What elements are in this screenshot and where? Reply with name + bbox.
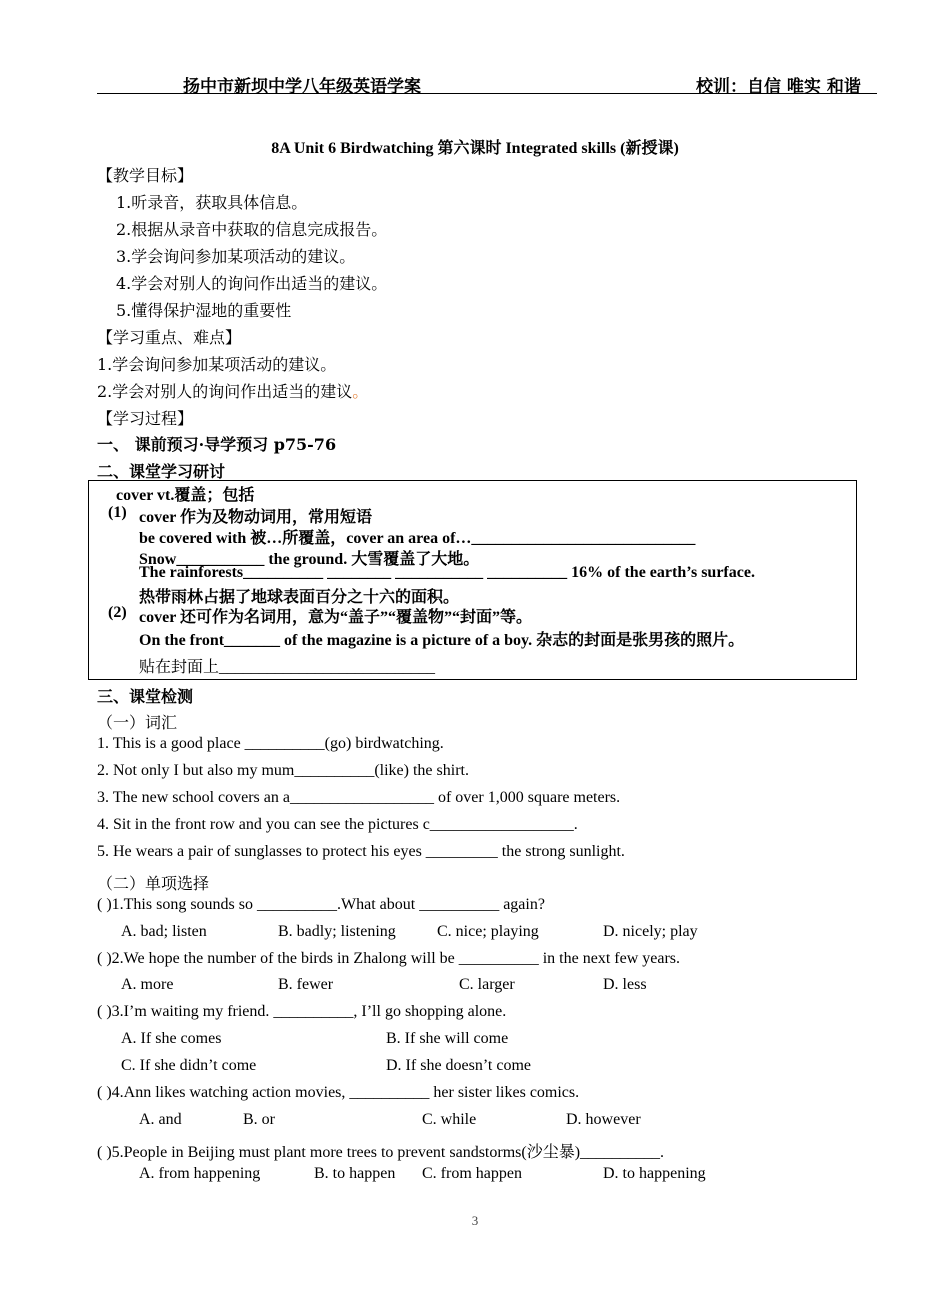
mc-option: D. less <box>603 976 647 993</box>
mc-heading: （二）单项选择 <box>97 874 210 893</box>
mc-option: C. larger <box>459 976 515 993</box>
header-rule <box>97 93 877 94</box>
mc-option: A. bad; listen <box>121 923 207 940</box>
box-point-heading: cover 还可作为名词用，意为“盖子”“覆盖物”“封面”等。 <box>139 609 533 626</box>
mc-option: A. more <box>121 976 174 993</box>
mc-option: D. however <box>566 1111 641 1128</box>
box-example: On the front_______ of the magazine is a picture of a boy. 杂志的封面是张男孩的照片。 <box>139 632 745 649</box>
keypoint-text: 2.学会对别人的询问作出适当的建议 <box>97 382 353 401</box>
mc-option: B. If she will come <box>386 1030 509 1047</box>
school-motto: 校训：自信 唯实 和谐 <box>696 77 861 97</box>
objective-item: 3.学会询问参加某项活动的建议。 <box>116 247 356 266</box>
box-point-number: (1) <box>108 504 127 521</box>
mc-option: D. nicely; play <box>603 923 698 940</box>
section-preview: 一、 课前预习·导学预习 p75-76 <box>97 435 337 454</box>
mc-option: B. fewer <box>278 976 334 993</box>
vocab-question: 3. The new school covers an a__________________ of over 1,000 square meters. <box>97 789 621 806</box>
box-phrase: be covered with 被…所覆盖，cover an area of…____________________________ <box>139 530 696 547</box>
vocab-question: 4. Sit in the front row and you can see the pictures c__________________. <box>97 816 578 833</box>
vocab-heading: （一）词汇 <box>97 713 178 732</box>
objective-item: 2.根据从录音中获取的信息完成报告。 <box>116 220 388 239</box>
box-point-heading: cover 作为及物动词用，常用短语 <box>139 509 373 526</box>
mc-question: ( )5.People in Beijing must plant more trees to prevent sandstorms(沙尘暴)__________. <box>97 1144 665 1161</box>
mc-option: A. If she comes <box>121 1030 222 1047</box>
check-heading: 三、课堂检测 <box>97 687 194 706</box>
mc-option: C. from happen <box>422 1165 522 1182</box>
box-point-number: (2) <box>108 604 127 621</box>
process-heading: 【学习过程】 <box>97 409 194 428</box>
mc-option: C. nice; playing <box>437 923 539 940</box>
box-example-translation: 热带雨林占据了地球表面百分之十六的面积。 <box>139 589 460 606</box>
mc-option: D. If she doesn’t come <box>386 1057 531 1074</box>
objective-item: 1.听录音，获取具体信息。 <box>116 193 308 212</box>
mc-option: D. to happening <box>603 1165 706 1182</box>
mc-option: A. and <box>139 1111 182 1128</box>
mc-question: ( )3.I’m waiting my friend. __________, I’ll go shopping alone. <box>97 1003 507 1020</box>
page-title: 8A Unit 6 Birdwatching 第六课时 Integrated skills (新授课) <box>271 140 679 157</box>
objective-item: 4.学会对别人的询问作出适当的建议。 <box>116 274 388 293</box>
keypoints-heading: 【学习重点、难点】 <box>97 328 242 347</box>
vocab-question: 5. He wears a pair of sunglasses to protect his eyes _________ the strong sunlight. <box>97 843 625 860</box>
keypoint-item: 1.学会询问参加某项活动的建议。 <box>97 355 337 374</box>
box-title: cover vt.覆盖；包括 <box>116 487 255 504</box>
keypoint-item <box>97 379 368 402</box>
mc-option: A. from happening <box>139 1165 261 1182</box>
box-example: The rainforests__________ ________ ___________ __________ 16% of the earth’s surface. <box>139 564 755 581</box>
mc-question: ( )1.This song sounds so __________.What about __________ again? <box>97 896 545 913</box>
mc-option: C. If she didn’t come <box>121 1057 257 1074</box>
vocab-question: 1. This is a good place __________(go) birdwatching. <box>97 735 444 752</box>
objective-item: 5.懂得保护湿地的重要性 <box>116 301 292 320</box>
mc-question: ( )2.We hope the number of the birds in Zhalong will be __________ in the next few years. <box>97 950 681 967</box>
section-study: 二、课堂学习研讨 <box>97 462 226 481</box>
mc-question: ( )4.Ann likes watching action movies, __________ her sister likes comics. <box>97 1084 580 1101</box>
objectives-heading: 【教学目标】 <box>97 166 194 185</box>
keypoint-period: 。 <box>352 382 369 401</box>
mc-option: B. or <box>243 1111 275 1128</box>
mc-option: B. to happen <box>314 1165 396 1182</box>
box-exercise: 贴在封面上___________________________ <box>139 659 436 676</box>
box-example: Snow___________ the ground. 大雪覆盖了大地。 <box>139 551 480 568</box>
mc-option: B. badly; listening <box>278 923 396 940</box>
school-header: 扬中市新坝中学八年级英语学案 <box>183 77 421 97</box>
mc-option: C. while <box>422 1111 477 1128</box>
vocab-question: 2. Not only I but also my mum__________(like) the shirt. <box>97 762 469 779</box>
page-number: 3 <box>471 1213 479 1228</box>
